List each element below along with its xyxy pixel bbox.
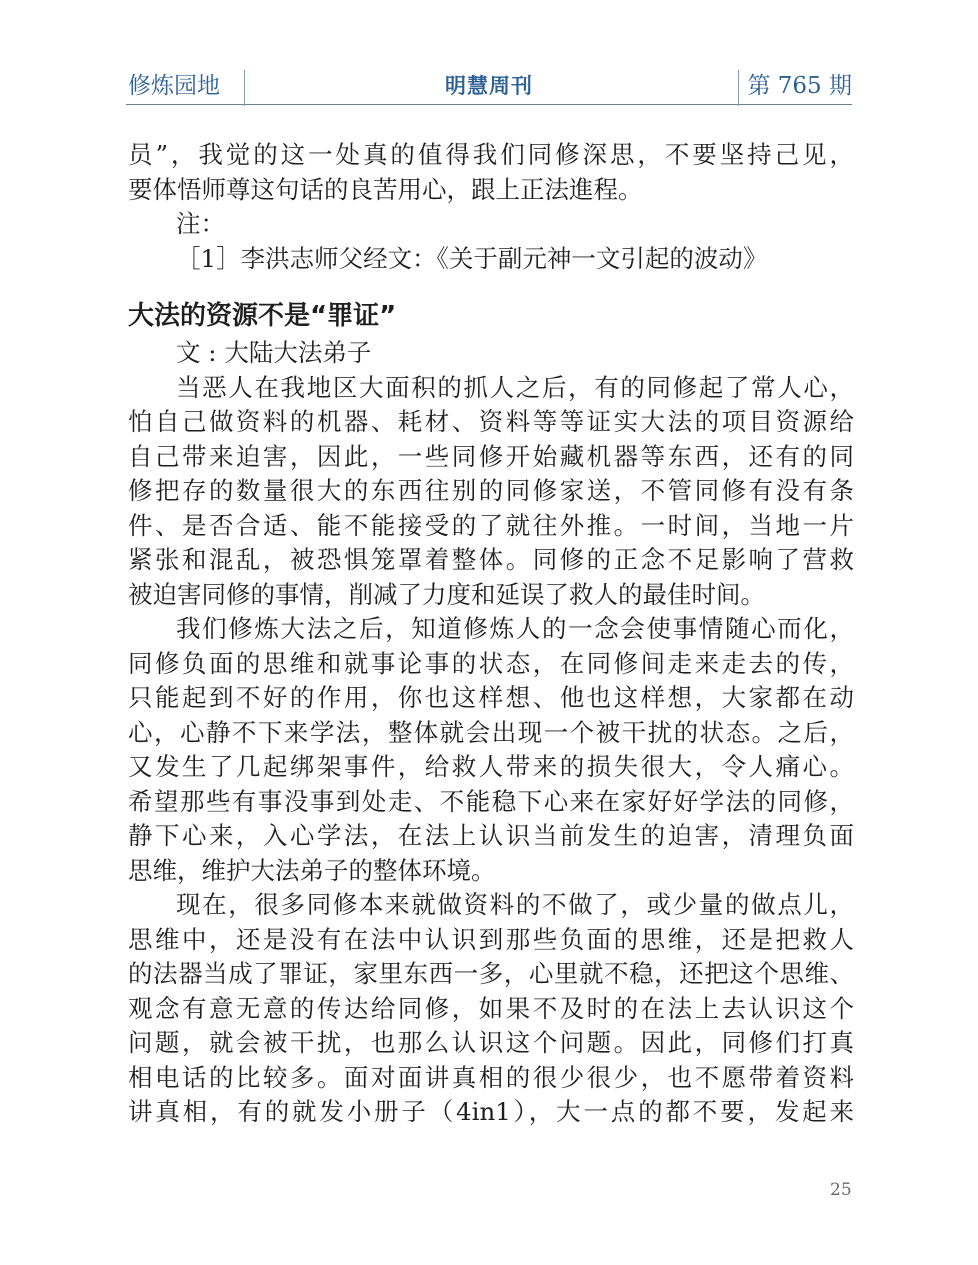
paragraph-line: 紧张和混乱，被恐惧笼罩着整体。同修的正念不足影响了营救: [128, 545, 854, 574]
article-author: 文 : 大陆大法弟子: [176, 338, 372, 367]
paragraph-line: 我们修炼大法之后，知道修炼人的一念会使事情随心而化，: [176, 614, 854, 643]
header-issue-number: 第 765 期: [747, 73, 852, 99]
article-paragraph: [128, 888, 854, 1130]
paragraph-line: 静下心来，入心学法，在法上认识当前发生的迫害，清理负面: [128, 821, 854, 850]
paragraph-line: 修把存的数量很大的东西往别的同修家送，不管同修有没有条: [128, 476, 854, 505]
paragraph-line: 怕自己做资料的机器、耗材、资料等等证实大法的项目资源给: [128, 407, 854, 436]
page-number: 25: [830, 1180, 852, 1200]
paragraph-line: 被迫害同修的事情，削减了力度和延误了救人的最佳时间。: [128, 579, 765, 609]
paragraph-line: 同修负面的思维和就事论事的状态，在同修间走来走去的传，: [128, 648, 854, 678]
article-title: 大法的资源不是“罪证”: [128, 301, 397, 331]
paragraph-line: 希望那些有事没事到处走、不能稳下心来在家好好学法的同修，: [128, 786, 854, 816]
paragraph-line: 当恶人在我地区大面积的抓人之后，有的同修起了常人心，: [176, 372, 854, 402]
paragraph-line: 问题，就会被干扰，也那么认识这个问题。因此，同修们打真: [128, 1028, 854, 1057]
paragraph-line: 自己带来迫害，因此，一些同修开始藏机器等东西，还有的同: [128, 441, 854, 471]
paragraph-line: 件、是否合适、能不能接受的了就往外推。一时间，当地一片: [128, 510, 854, 540]
paragraph-line: 思维中，还是没有在法中认识到那些负面的思维，还是把救人: [128, 924, 854, 954]
paragraph-line: 只能起到不好的作用，你也这样想、他也这样想，大家都在动: [128, 683, 854, 712]
header-publication-title: 明慧周刊: [445, 74, 533, 98]
header-section-label: 修炼园地: [128, 73, 220, 99]
note-item: ［1］李洪志师父经文：《关于副元神一文引起的波动》: [176, 243, 768, 273]
page-header: [126, 64, 852, 105]
article-paragraph: [128, 612, 854, 888]
note-label: 注：: [176, 209, 225, 238]
paragraph-line: 现在，很多同修本来就做资料的不做了，或少量的做点儿，: [176, 890, 854, 919]
paragraph-line: 的法器当成了罪证，家里东西一多，心里就不稳，还把这个思维、: [128, 959, 854, 988]
paragraph-line: 讲真相，有的就发小册子（4in1），大一点的都不要，发起来: [128, 1097, 854, 1126]
paragraph-line: 观念有意无意的传达给同修，如果不及时的在法上去认识这个: [128, 993, 854, 1023]
page-content: [128, 138, 854, 1130]
paragraph-line: 思维，维护大法弟子的整体环境。: [128, 855, 496, 885]
paragraph-line: 相电话的比较多。面对面讲真相的很少很少，也不愿带着资料: [128, 1062, 854, 1092]
header-divider-right: [738, 70, 739, 106]
article-paragraph: [128, 371, 854, 613]
paragraph-line: 心，心静不下来学法，整体就会出现一个被干扰的状态。之后，: [128, 717, 854, 747]
intro-line: 要体悟师尊这句话的良苦用心，跟上正法進程。: [128, 174, 643, 204]
paragraph-line: 又发生了几起绑架事件，给救人带来的损失很大，令人痛心。: [128, 752, 854, 781]
intro-line: 员”，我觉的这一处真的值得我们同修深思，不要坚持己见，: [128, 140, 854, 169]
